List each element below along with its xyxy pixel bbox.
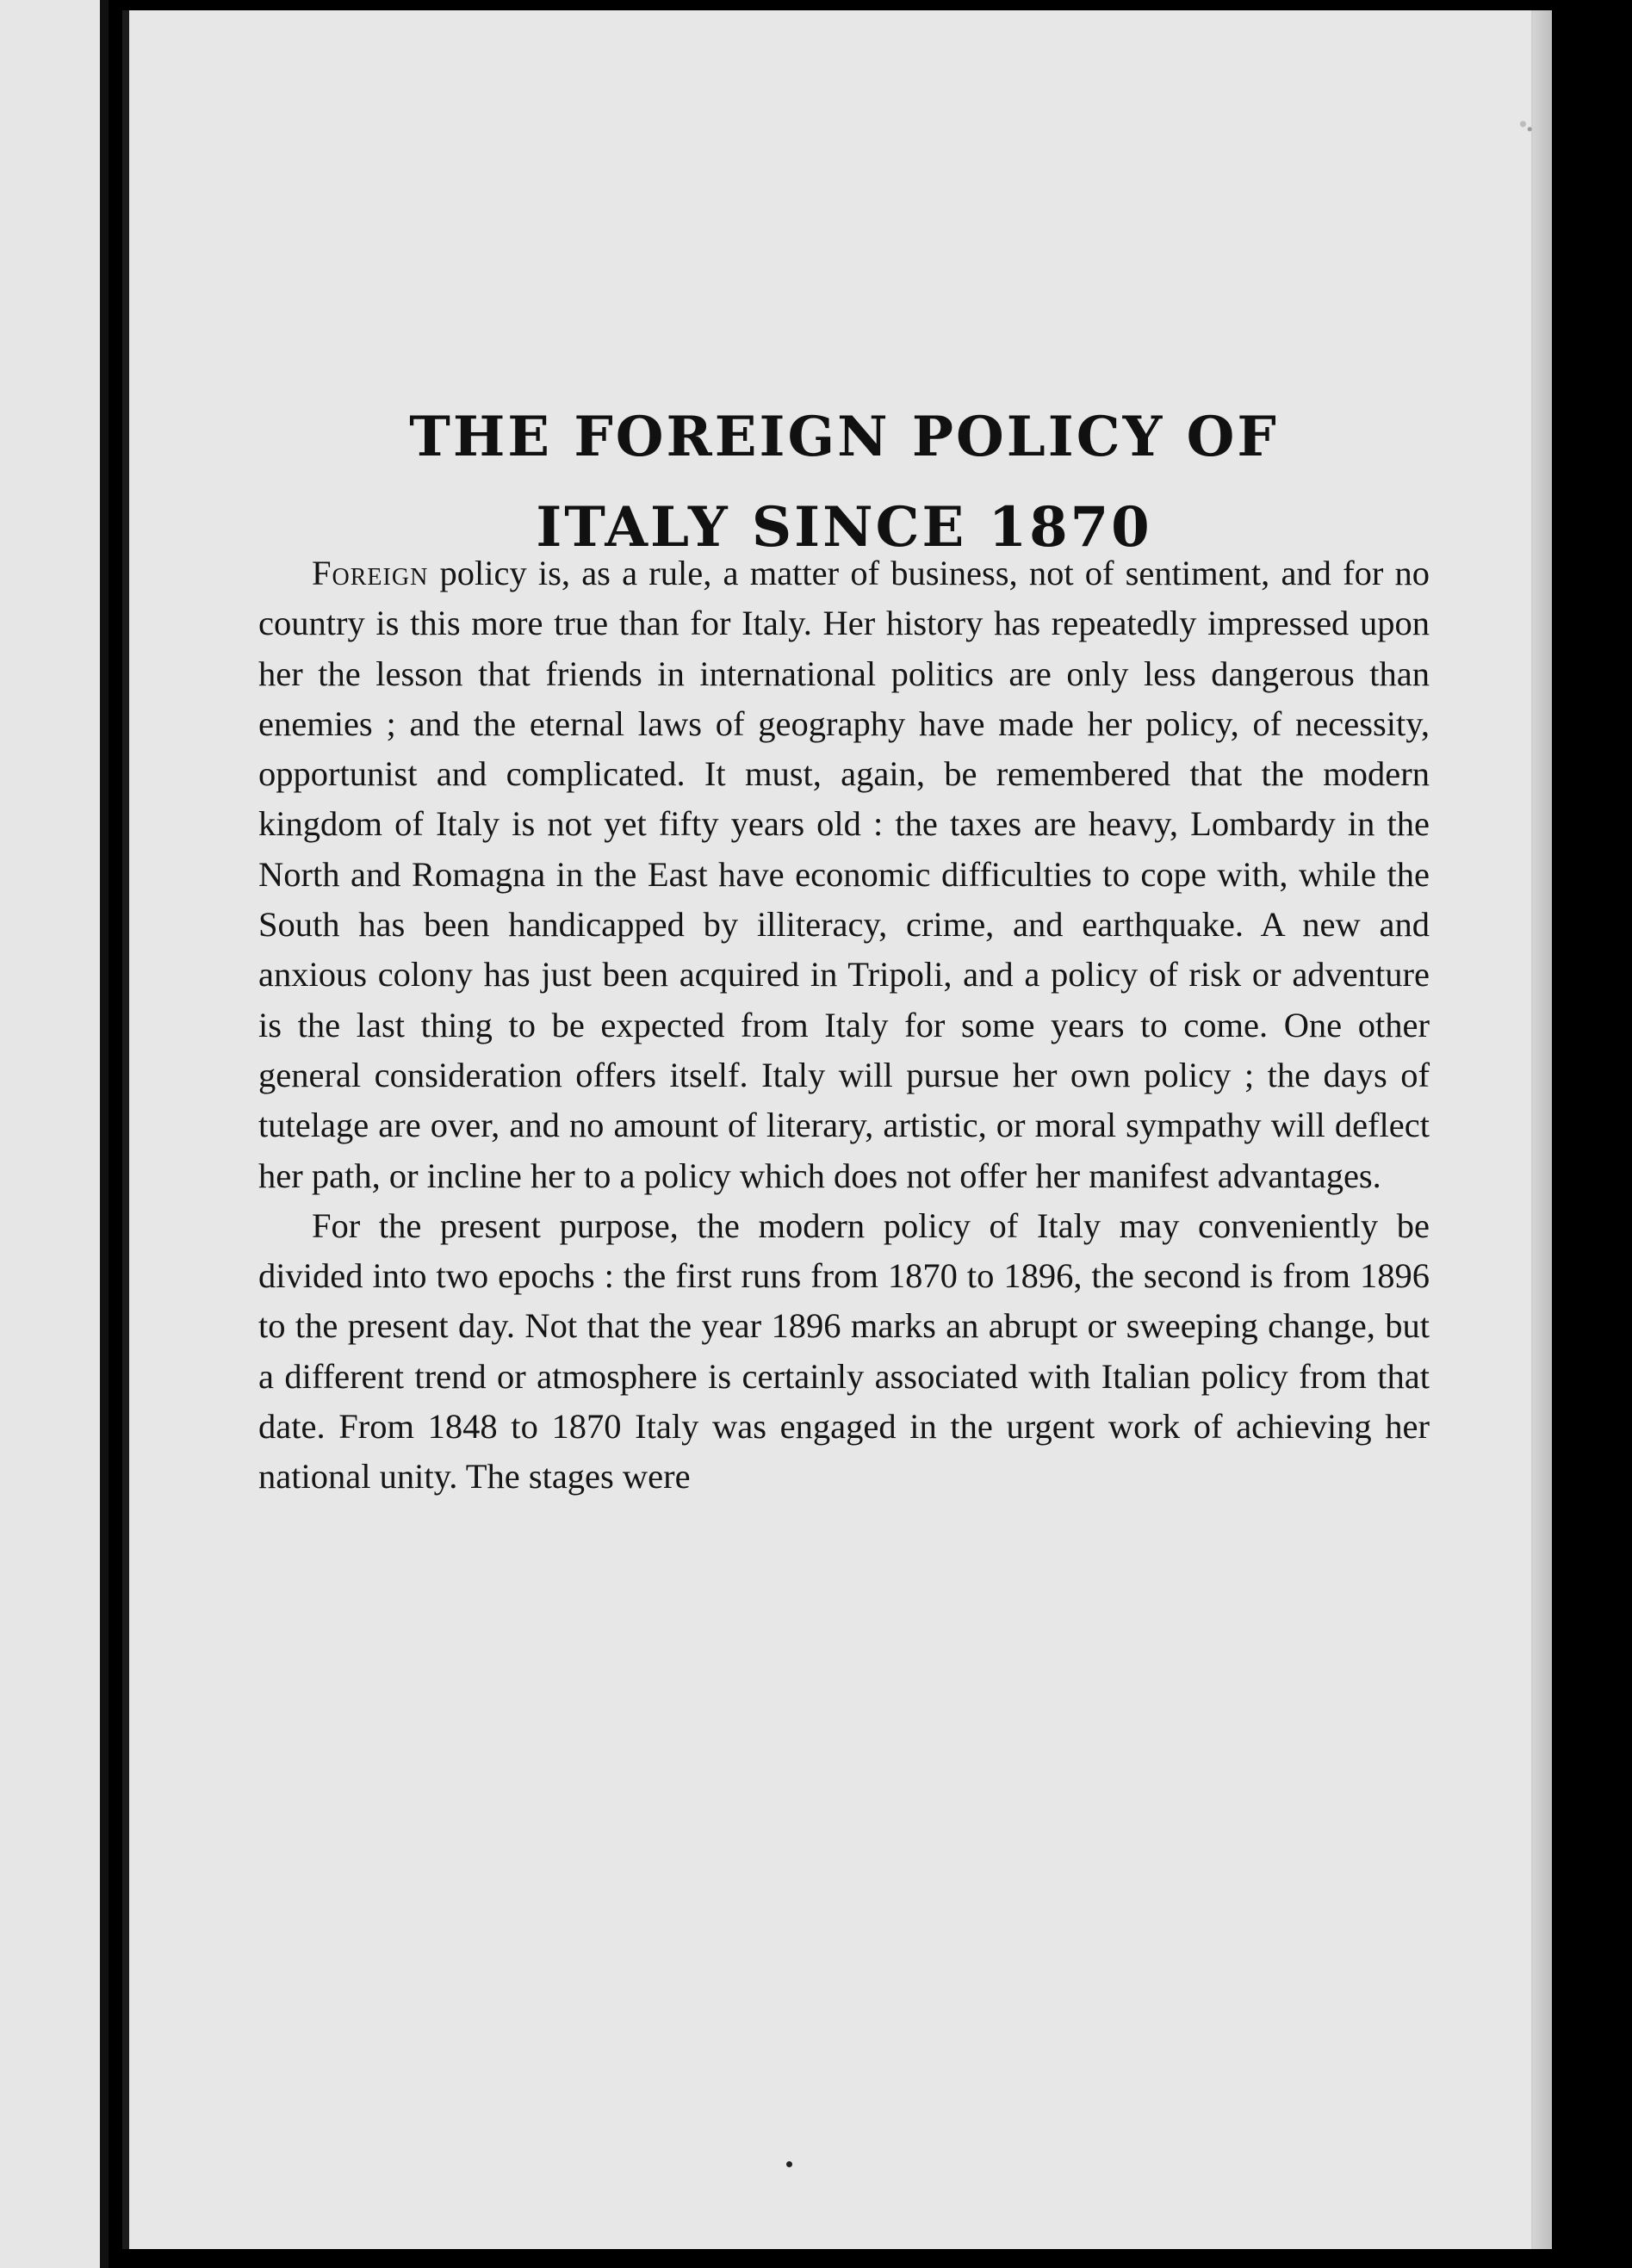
scan-dot-mark xyxy=(786,2161,792,2167)
title-line-1: THE FOREIGN POLICY OF xyxy=(409,404,1279,469)
paragraph-1-lead-word: Foreign xyxy=(312,554,429,592)
page-title xyxy=(129,392,1559,573)
paragraph-1 xyxy=(258,548,1430,1201)
scan-specks xyxy=(1514,114,1536,139)
book-page xyxy=(122,10,1552,2249)
book-gutter xyxy=(100,0,109,2268)
paragraph-2-text: For the present purpose, the modern policy of Italy may conveniently be divided into two epochs : the first runs from 1870 to 1896, the second is from 1896 to the present day. Not that the year 1896 marks an abrupt or sweeping change, but a different trend or atmosphere is certainly associated with Italian policy from that date. From 1848 to 1870 Italy was engaged in the urgent work of achieving her national unity. The stages were xyxy=(258,1205,1430,1497)
page-edge-shadow xyxy=(1531,10,1552,2249)
paragraph-2 xyxy=(258,1201,1430,1503)
body-text xyxy=(258,548,1430,1503)
title-line-2: ITALY SINCE 1870 xyxy=(536,494,1152,560)
paragraph-1-text: policy is, as a rule, a matter of business, not of sentiment, and for no country is this more true than for Italy. Her history has repeatedly impressed upon her the lesson that friends in international politics are only less dangerous than enemies ; and the eternal laws of geography have made her policy, of necessity, opportunist and complicated. It must, again, be remembered that the modern kingdom of Italy is not yet fifty years old : the taxes are heavy, Lombardy in the North and Romagna in the East have economic difficulties to cope with, while the South has been handicapped by illiteracy, crime, and earthquake. A new and anxious colony has just been acquired in Tripoli, and a policy of risk or adventure is the last thing to be expected from Italy for some years to come. One other general consideration offers itself. Italy will pursue her own policy ; the days of tutelage are over, and no amount of literary, artistic, or moral sympathy will deflect her path, or incline her to a policy which does not offer her manifest advantages. xyxy=(258,554,1430,1195)
facing-page-edge xyxy=(0,0,104,2268)
